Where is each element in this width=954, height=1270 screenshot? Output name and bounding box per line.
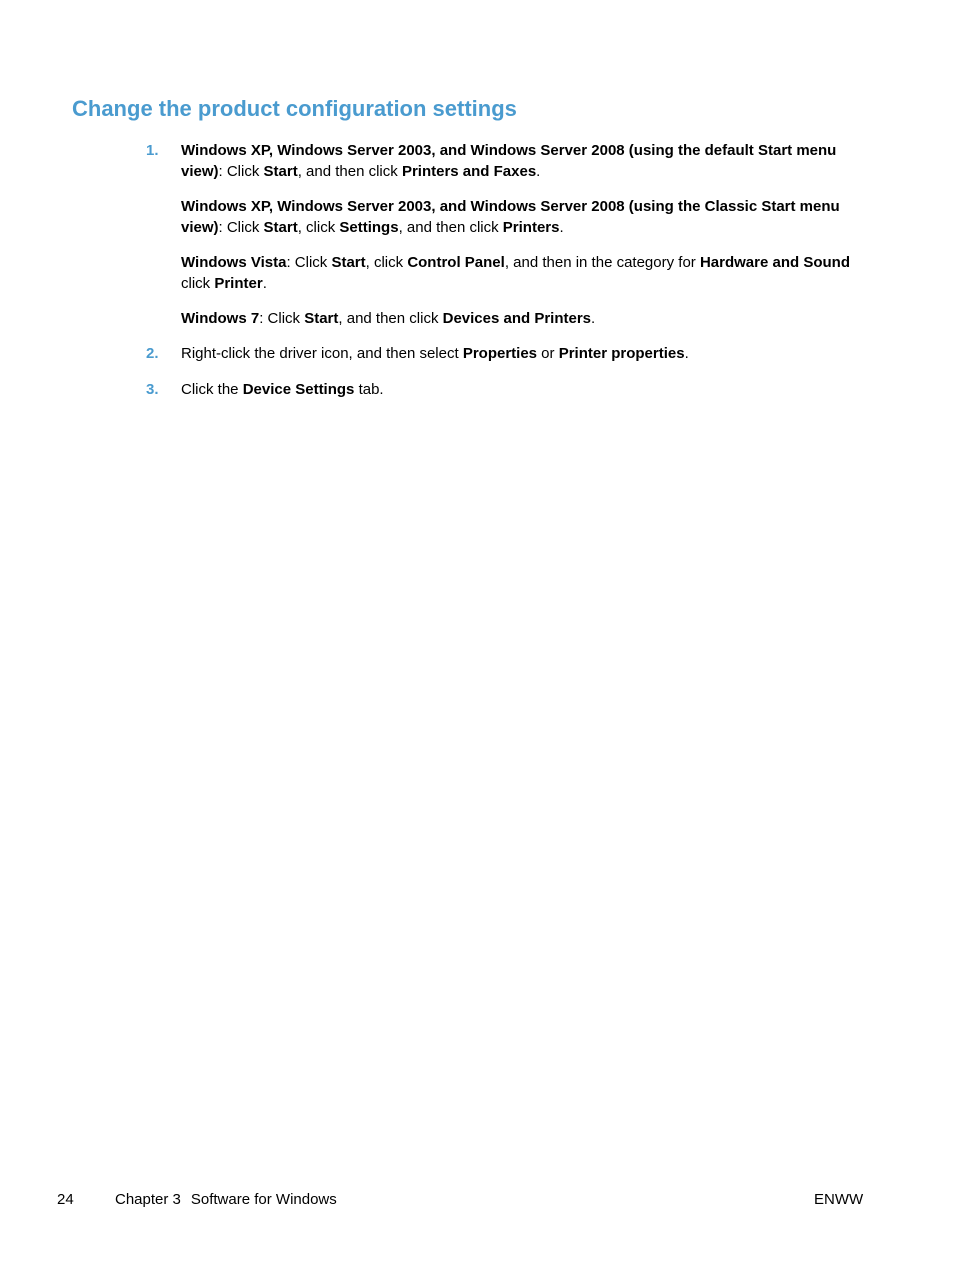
step-3-paragraph: Click the Device Settings tab. [181, 381, 384, 398]
step-number: 1. [146, 142, 159, 159]
section-heading: Change the product configuration settings [72, 96, 517, 121]
os-name: Windows XP, Windows Server 2003, and Windows Server 2008 (using the default Start menu view) [181, 142, 837, 180]
step-1-paragraph-vista: Windows Vista: Click Start, click Control Panel, and then in the category for Hardware and Sound click Printer. [181, 254, 850, 292]
footer-locale: ENWW [814, 1191, 864, 1208]
footer-chapter [115, 1190, 337, 1210]
step-1-paragraph-xp-default: Windows XP, Windows Server 2003, and Windows Server 2008 (using the default Start menu view): Click Start, and then click Printers and Faxes. [181, 142, 837, 180]
page-number: 24 [57, 1191, 74, 1208]
chapter-label: Chapter 3 [115, 1191, 181, 1208]
os-name: Windows Vista [181, 254, 287, 271]
step-number: 2. [146, 345, 159, 362]
step-1-paragraph-win7: Windows 7: Click Start, and then click Devices and Printers. [181, 310, 596, 327]
step-1-paragraph-xp-classic: Windows XP, Windows Server 2003, and Windows Server 2008 (using the Classic Start menu view): Click Start, click Settings, and then click Printers. [181, 198, 840, 236]
step-number: 3. [146, 381, 159, 398]
os-name: Windows 7 [181, 310, 260, 327]
os-name: Windows XP, Windows Server 2003, and Windows Server 2008 (using the Classic Start menu view) [181, 198, 840, 236]
step-2-paragraph: Right-click the driver icon, and then select Properties or Printer properties. [181, 345, 689, 362]
chapter-title: Software for Windows [190, 1191, 337, 1208]
